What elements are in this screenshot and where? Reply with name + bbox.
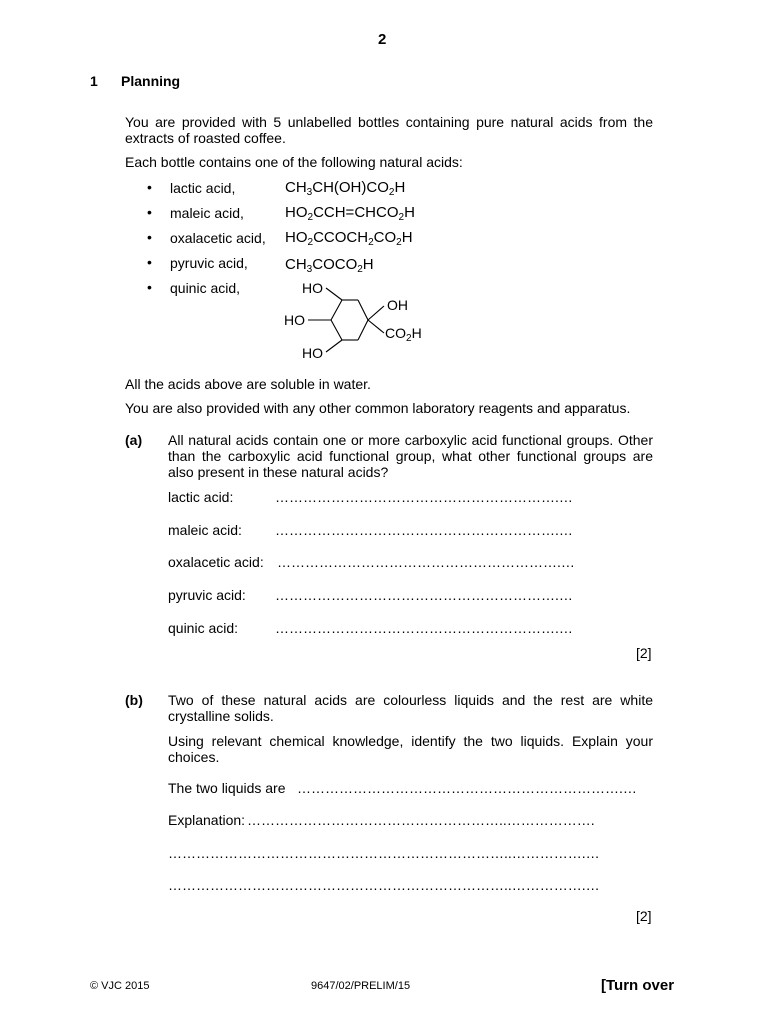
bullet-icon: • xyxy=(147,279,152,295)
intro-paragraph-1: You are provided with 5 unlabelled bottles containing pure natural acids from the extracts of roasted coffee. xyxy=(125,114,653,146)
explanation-line-2[interactable]: ………………………………………………………………..…………….… xyxy=(168,845,600,861)
explanation-line-3[interactable]: ………………………………………………………………..…………….… xyxy=(168,877,600,893)
part-b-question-1: Two of these natural acids are colourless liquids and the rest are white crystalline solids. xyxy=(168,692,653,724)
liquids-answer-line[interactable]: …………………………………………………………….… xyxy=(297,780,637,796)
answer-line[interactable]: …………………………………………………….… xyxy=(275,522,573,538)
acid-formula: $HO_2CCH=CHCO_2H$ xyxy=(285,204,415,223)
answer-line[interactable]: …………………………………………………….… xyxy=(277,554,575,570)
liquids-label: The two liquids are xyxy=(168,780,286,796)
turn-over: [Turn over xyxy=(601,977,675,994)
answer-label: maleic acid: xyxy=(168,522,242,538)
structure-label: HO xyxy=(302,345,323,361)
answer-line[interactable]: …………………………………………………….… xyxy=(275,620,573,636)
part-b-marks: [2] xyxy=(636,908,652,924)
quinic-acid-structure xyxy=(270,276,440,366)
bullet-icon: • xyxy=(147,229,152,245)
part-b-label: (b) xyxy=(125,692,143,708)
acid-formula: $CH_3CH(OH)CO_2H$ xyxy=(285,179,406,198)
part-b-question-2: Using relevant chemical knowledge, identify the two liquids. Explain your choices. xyxy=(168,733,653,765)
copyright: © VJC 2015 xyxy=(90,980,150,992)
explanation-answer-line[interactable]: ………………………………………………..………………. xyxy=(247,812,595,828)
acid-formula: $CH_3COCO_2H$ xyxy=(285,256,374,275)
acid-name: quinic acid, xyxy=(170,280,241,296)
answer-label: lactic acid: xyxy=(168,489,234,505)
bullet-icon: • xyxy=(147,204,152,220)
part-a-marks: [2] xyxy=(636,645,652,661)
part-a-label: (a) xyxy=(125,432,143,448)
acid-name: maleic acid, xyxy=(170,205,244,221)
explanation-label: Explanation: xyxy=(168,812,246,828)
answer-label: quinic acid: xyxy=(168,620,239,636)
structure-label: HO xyxy=(284,312,305,328)
answer-label: oxalacetic acid: xyxy=(168,554,264,570)
bullet-icon: • xyxy=(147,179,152,195)
soluble-statement: All the acids above are soluble in water. xyxy=(125,376,371,392)
answer-line[interactable]: …………………………………………………….… xyxy=(275,489,573,505)
acid-formula: $HO_2CCOCH_2CO_2H$ xyxy=(285,229,413,248)
page-number: 2 xyxy=(378,31,387,48)
acid-name: lactic acid, xyxy=(170,180,236,196)
structure-label: HO xyxy=(302,280,323,296)
answer-label: pyruvic acid: xyxy=(168,587,246,603)
acid-name: oxalacetic acid, xyxy=(170,230,266,246)
answer-line[interactable]: …………………………………………………….… xyxy=(275,587,573,603)
structure-label: OH xyxy=(387,297,408,313)
question-number: 1 xyxy=(90,73,98,89)
bullet-icon: • xyxy=(147,254,152,270)
reagents-statement: You are also provided with any other common laboratory reagents and apparatus. xyxy=(125,400,631,416)
question-title: Planning xyxy=(121,73,181,89)
intro-paragraph-2: Each bottle contains one of the following natural acids: xyxy=(125,154,463,170)
acid-name: pyruvic acid, xyxy=(170,255,248,271)
paper-code: 9647/02/PRELIM/15 xyxy=(311,980,411,992)
part-a-question: All natural acids contain one or more carboxylic acid functional groups. Other than the carboxylic acid functional group, what other functional groups are also present in these natural acids? xyxy=(168,432,653,480)
structure-label: $CO_2H$ xyxy=(385,325,422,344)
